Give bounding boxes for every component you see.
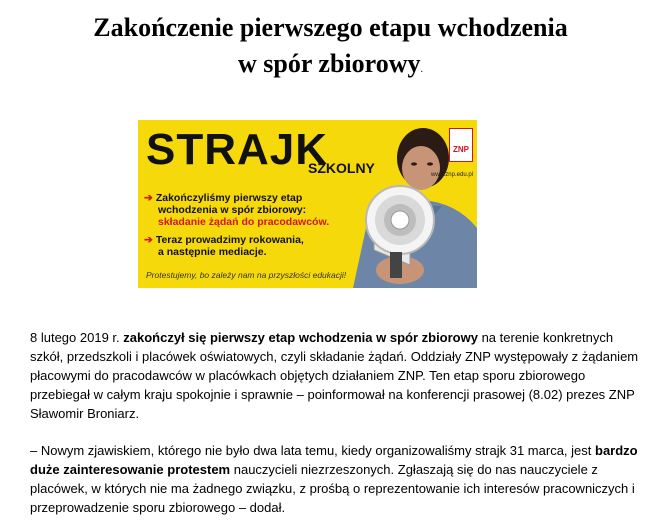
p2-text-start: – Nowym zjawiskiem, którego nie było dwa lata temu, kiedy organizowaliśmy strajk 31 marca, jest (30, 443, 595, 458)
banner-point-2 (144, 234, 304, 258)
p2-text-end: nauczycieli niezrzeszonych. Zgłaszają się do nas nauczyciele z placówek, w których nie ma żadnego związku, z prośbą o reprezentowanie ich interesów pracowniczych i przeprowadzenie sporu zbiorowego – dodał. (30, 462, 635, 515)
article-paragraph-2 (30, 441, 640, 517)
title-dot: . (420, 64, 423, 75)
p1-text-start: 8 lutego 2019 r. (30, 330, 124, 345)
arrow-right-icon: ➔ (144, 192, 153, 204)
page-title-line-2-text: w spór zbiorowy (238, 49, 421, 78)
banner-slogan: Protestujemy, bo zależy nam na przyszłości edukacji! (146, 270, 347, 280)
banner-point-2-line-b: a następnie mediacje. (158, 246, 267, 258)
page-title-line-1: Zakończenie pierwszego etapu wchodzenia (93, 13, 568, 42)
p1-text-end: na terenie konkretnych szkół, przedszkoli i placówek oświatowych, czyli składanie żądań. Oddziały ZNP występowały z żądaniem płacowymi do pracodawców w placówkach objętych działaniem ZNP. Ten etap sporu zbiorowego przebiegał w całym kraju spokojnie i sprawnie – poinformował na konferencji prasowej (8.02) prezes ZNP Sławomir Broniarz. (30, 330, 639, 421)
article-paragraph-1 (30, 328, 640, 423)
banner-point-1 (144, 192, 329, 228)
arrow-right-icon: ➔ (144, 234, 153, 246)
p2-bold-text: bardzo duże zainteresowanie protestem (30, 443, 638, 477)
banner-point-1-line-a: Zakończyliśmy pierwszy etap (155, 192, 303, 204)
page-title-line-2 (0, 46, 661, 88)
banner-headline: STRAJK (146, 125, 329, 174)
banner-subheadline: SZKOLNY (308, 160, 375, 176)
p1-bold-text: zakończył się pierwszy etap wchodzenia w spór zbiorowy (123, 330, 478, 345)
znp-logo: ZNP (449, 128, 473, 162)
strike-banner-image (138, 120, 477, 288)
banner-point-1-line-c: składanie żądań do pracodawców. (158, 216, 330, 228)
page-title (0, 10, 661, 88)
banner-point-2-line-a: Teraz prowadzimy rokowania, (155, 234, 304, 246)
banner-point-1-line-b: wchodzenia w spór zbiorowy: (158, 204, 307, 216)
banner-url: www.znp.edu.pl (430, 172, 473, 178)
